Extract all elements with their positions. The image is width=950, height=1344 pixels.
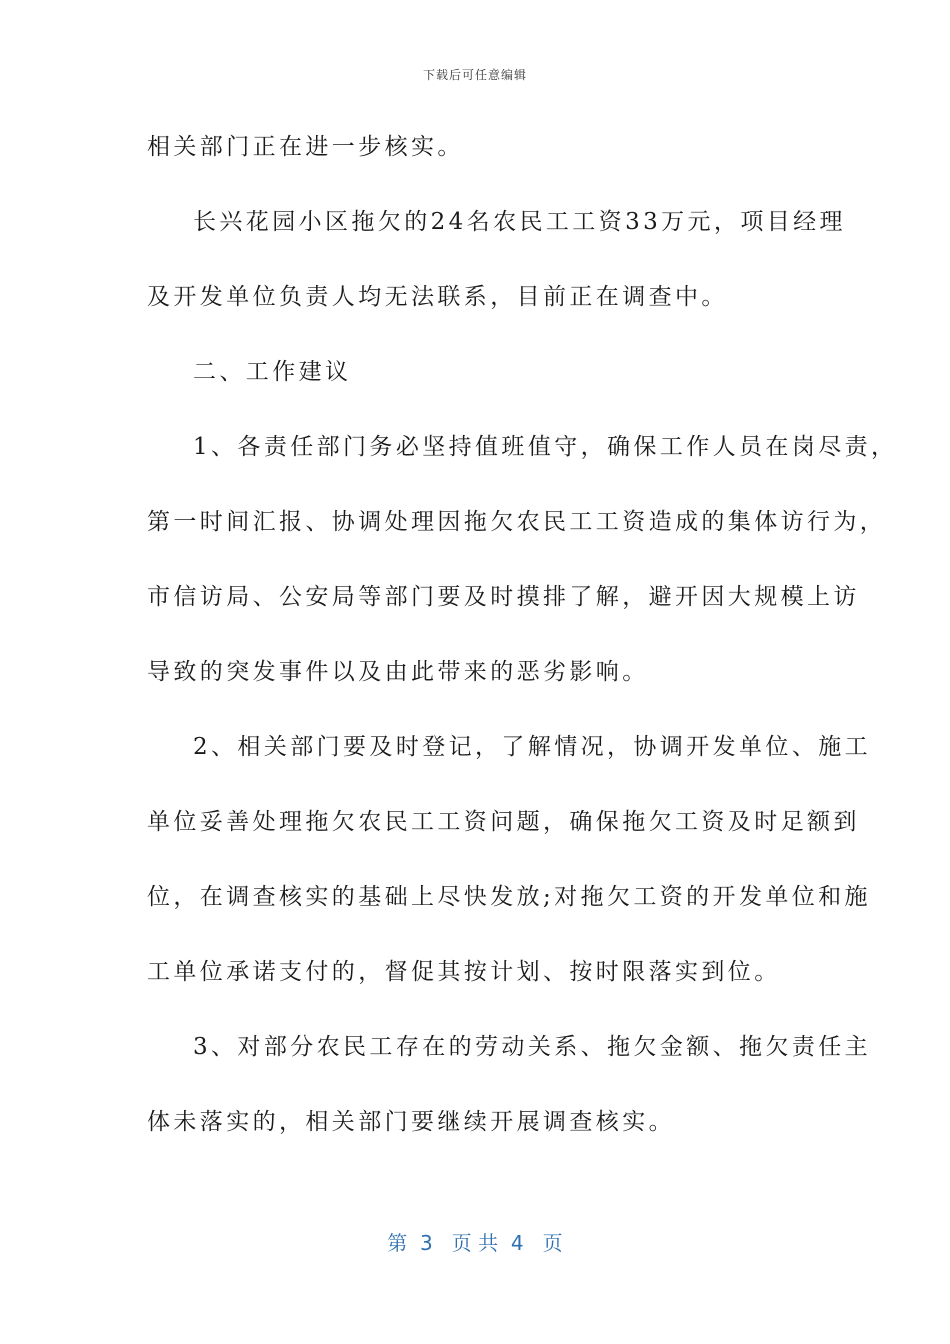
paragraph-line: 工单位承诺支付的，督促其按计划、按时限落实到位。 — [147, 959, 781, 985]
paragraph-line: 市信访局、公安局等部门要及时摸排了解，避开因大规模上访 — [147, 584, 860, 610]
paragraph-line: 及开发单位负责人均无法联系，目前正在调查中。 — [147, 284, 728, 310]
paragraph-line: 相关部门正在进一步核实。 — [147, 134, 464, 160]
paragraph-line: 第一时间汇报、协调处理因拖欠农民工工资造成的集体访行为， — [147, 509, 887, 535]
paragraph-line: 1、各责任部门务必坚持值班值守，确保工作人员在岗尽责， — [193, 434, 898, 460]
paragraph-line: 3、对部分农民工存在的劳动关系、拖欠金额、拖欠责任主 — [193, 1034, 872, 1060]
header-note: 下载后可任意编辑 — [422, 68, 527, 82]
paragraph-line: 位，在调查核实的基础上尽快发放;对拖欠工资的开发单位和施 — [147, 884, 871, 910]
page-number-footer: 第 3 页 共 4 页 — [387, 1231, 563, 1255]
section-heading: 二、工作建议 — [193, 359, 352, 385]
paragraph-line: 长兴花园小区拖欠的24名农民工工资33万元，项目经理 — [193, 209, 846, 235]
paragraph-line: 导致的突发事件以及由此带来的恶劣影响。 — [147, 659, 649, 685]
paragraph-line: 2、相关部门要及时登记，了解情况，协调开发单位、施工 — [193, 734, 872, 760]
paragraph-line: 体未落实的，相关部门要继续开展调查核实。 — [147, 1109, 675, 1135]
paragraph-line: 单位妥善处理拖欠农民工工资问题，确保拖欠工资及时足额到 — [147, 809, 860, 835]
